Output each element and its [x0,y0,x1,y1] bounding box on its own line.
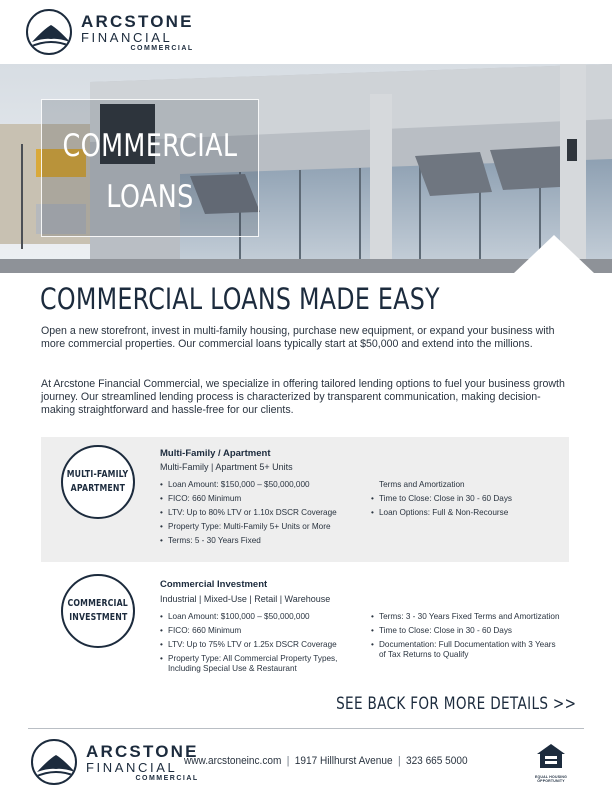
brand-logo [26,9,194,55]
loan-title: Multi-Family / Apartment [160,448,271,459]
list-item: • Loan Amount: $150,000 – $50,000,000 [160,480,360,490]
brand-name: ARCSTONE [81,11,194,31]
footer-contact [184,755,468,767]
intro-paragraph-1: Open a new storefront, invest in multi-family housing, purchase new equipment, or expand your business with more commercial properties. Our commercial loans typically start at $50,000 and extend into the millions. [41,325,555,351]
list-item: • LTV: Up to 75% LTV or 1.25x DSCR Coverage [160,640,360,650]
list-item: • Terms: 5 - 30 Years Fixed [160,536,360,546]
loan-title: Commercial Investment [160,579,268,590]
list-item: • Time to Close: Close in 30 - 60 Days [371,626,561,636]
hero-title-box [41,99,259,237]
mountain-arc-logo-icon [26,9,72,55]
page-heading: COMMERCIAL LOANS MADE EASY [40,282,440,316]
brand-sub2: COMMERCIAL [135,774,199,782]
loan-card-multifamily [41,437,569,562]
page-header [0,0,612,64]
hero-banner [0,64,612,273]
loan-badge [61,445,135,519]
separator: | [286,755,290,767]
list-item: • FICO: 660 Minimum [160,494,360,504]
list-item: • Terms: 3 - 30 Years Fixed Terms and Amortization [371,612,561,622]
list-item: • Property Type: Multi-Family 5+ Units or More [160,522,360,532]
equal-housing-icon [532,743,570,783]
footer-brand-logo [31,739,199,785]
hero-title-line1: COMMERCIAL [62,128,238,164]
list-item-continuation: Terms and Amortization [379,480,465,489]
brand-sub: FINANCIAL [81,29,173,45]
list-item: • FICO: 660 Minimum [160,626,360,636]
hero-corner-triangle [514,235,594,273]
brand-sub: FINANCIAL [86,759,178,775]
badge-line1: COMMERCIAL [67,598,129,609]
loan-details-left [160,612,360,678]
list-item: • Loan Options: Full & Non-Recourse [371,508,561,518]
loan-details-right [371,480,561,522]
loan-subtitle: Industrial | Mixed-Use | Retail | Warehouse [160,594,331,604]
badge-line2: INVESTMENT [68,612,128,623]
phone-text: 323 665 5000 [405,755,468,767]
loan-card-commercial [41,570,569,685]
list-item: • Property Type: All Commercial Property Types, Including Special Use & Restaurant [160,654,360,674]
loan-subtitle: Multi-Family | Apartment 5+ Units [160,462,293,472]
hero-title-line2: LOANS [106,179,194,215]
see-back-link[interactable]: SEE BACK FOR MORE DETAILS >> [335,694,576,714]
list-item: • Loan Amount: $100,000 – $50,000,000 [160,612,360,622]
website-link[interactable]: www.arcstoneinc.com [184,755,282,767]
brand-name: ARCSTONE [86,741,199,761]
badge-line1: MULTI-FAMILY [67,469,129,480]
list-item: • LTV: Up to 80% LTV or 1.10x DSCR Coverage [160,508,360,518]
loan-details-right [371,612,561,664]
list-item: • Documentation: Full Documentation with 3 Years of Tax Returns to Qualify [371,640,561,660]
loan-details-left [160,480,360,550]
intro-paragraph-2: At Arcstone Financial Commercial, we specialize in offering tailored lending options to fuel your business growth journey. Our streamlined lending process is characterized by transparent communication, making decision-making straightforward and hassle-free for our clients. [41,378,565,417]
brand-sub2: COMMERCIAL [130,44,194,52]
equal-housing-label: EQUAL HOUSING OPPORTUNITY [534,775,568,783]
badge-line2: APARTMENT [70,483,126,494]
mountain-arc-logo-icon [31,739,77,785]
separator: | [397,755,401,767]
loan-badge [61,574,135,648]
footer-divider [28,728,584,729]
list-item: • Time to Close: Close in 30 - 60 Days [371,494,561,504]
address-text: 1917 Hillhurst Avenue [294,755,393,767]
